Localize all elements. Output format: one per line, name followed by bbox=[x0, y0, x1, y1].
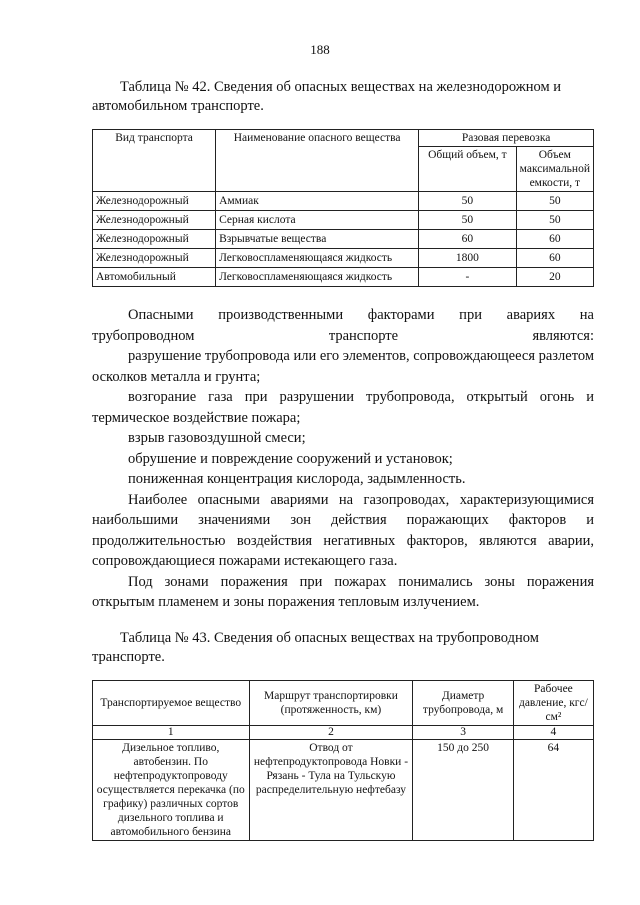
cell-total: 1800 bbox=[419, 249, 516, 268]
header-route: Маршрут транспортировки (протяженность, км) bbox=[249, 681, 413, 726]
table-42 bbox=[92, 129, 594, 287]
cell-max: 50 bbox=[516, 192, 593, 211]
cell-transport: Железнодорожный bbox=[93, 230, 216, 249]
list-item: разрушение трубопровода или его элементов, сопровождающееся разлетом осколков металла и грунта; bbox=[92, 348, 594, 385]
column-number: 4 bbox=[513, 726, 593, 740]
cell-substance: Легковоспламеняющаяся жидкость bbox=[216, 249, 419, 268]
column-number-row bbox=[93, 726, 594, 740]
page-number: 188 bbox=[310, 42, 330, 57]
list-item: пониженная концентрация кислорода, задымленность. bbox=[128, 471, 466, 487]
table-43-caption: Таблица № 43. Сведения об опасных веществах на трубопроводном транспорте. bbox=[92, 630, 539, 665]
table-43 bbox=[92, 680, 594, 841]
header-one-time: Разовая перевозка bbox=[419, 130, 594, 147]
cell-substance: Легковоспламеняющаяся жидкость bbox=[216, 268, 419, 287]
list-item: возгорание газа при разрушении трубопровода, открытый огонь и термическое воздействие пожара; bbox=[92, 389, 594, 426]
list-item: взрыв газовоздушной смеси; bbox=[128, 430, 306, 446]
cell-max: 60 bbox=[516, 249, 593, 268]
header-max-capacity: Объем максимальной емкости, т bbox=[516, 147, 593, 192]
cell-substance: Взрывчатые вещества bbox=[216, 230, 419, 249]
cell-substance: Дизельное топливо, автобензин. По нефтепродуктопроводу осуществляется перекачка (по графику) различных сортов дизельного топлива и автомобильного бензина bbox=[93, 740, 250, 841]
table-42-caption: Таблица № 42. Сведения об опасных веществах на железнодорожном и автомобильном транспорте. bbox=[92, 79, 562, 114]
table-row bbox=[93, 740, 594, 841]
header-diameter: Диаметр трубопровода, м bbox=[413, 681, 513, 726]
column-number: 2 bbox=[249, 726, 413, 740]
cell-transport: Железнодорожный bbox=[93, 192, 216, 211]
header-total-volume: Общий объем, т bbox=[419, 147, 516, 192]
cell-max: 50 bbox=[516, 211, 593, 230]
column-number: 1 bbox=[93, 726, 250, 740]
cell-total: 50 bbox=[419, 211, 516, 230]
cell-total: - bbox=[419, 268, 516, 287]
cell-transport: Железнодорожный bbox=[93, 249, 216, 268]
paragraph-intro: Опасными производственными факторами при авариях на трубопроводном транспорте являются: bbox=[92, 307, 594, 344]
cell-transport: Железнодорожный bbox=[93, 211, 216, 230]
cell-total: 50 bbox=[419, 192, 516, 211]
table-row bbox=[93, 268, 594, 287]
header-pressure: Рабочее давление, кгс/см² bbox=[513, 681, 593, 726]
column-number: 3 bbox=[413, 726, 513, 740]
cell-substance: Аммиак bbox=[216, 192, 419, 211]
paragraph-damage-zones: Под зонами поражения при пожарах понимались зоны поражения открытым пламенем и зоны поражения тепловым излучением. bbox=[92, 573, 594, 610]
header-substance: Транспортируемое вещество bbox=[93, 681, 250, 726]
table-row bbox=[93, 192, 594, 211]
header-substance: Наименование опасного вещества bbox=[216, 130, 419, 192]
table-row bbox=[93, 211, 594, 230]
cell-transport: Автомобильный bbox=[93, 268, 216, 287]
table-row bbox=[93, 249, 594, 268]
cell-diameter: 150 до 250 bbox=[413, 740, 513, 841]
cell-total: 60 bbox=[419, 230, 516, 249]
cell-route: Отвод от нефтепродуктопровода Новки - Рязань - Тула на Тульскую распределительную нефтебазу bbox=[249, 740, 413, 841]
body-text bbox=[92, 305, 594, 613]
cell-pressure: 64 bbox=[513, 740, 593, 841]
table-row bbox=[93, 230, 594, 249]
cell-substance: Серная кислота bbox=[216, 211, 419, 230]
cell-max: 60 bbox=[516, 230, 593, 249]
paragraph-dangerous-accidents: Наиболее опасными авариями на газопроводах, характеризующимися наибольшими значениями зон действия поражающих факторов и продолжительностью воздействия негативных факторов, являются аварии, сопровождающиеся пожарами истекающего газа. bbox=[92, 491, 594, 569]
list-item: обрушение и повреждение сооружений и установок; bbox=[128, 450, 453, 467]
header-transport: Вид транспорта bbox=[93, 130, 216, 192]
cell-max: 20 bbox=[516, 268, 593, 287]
